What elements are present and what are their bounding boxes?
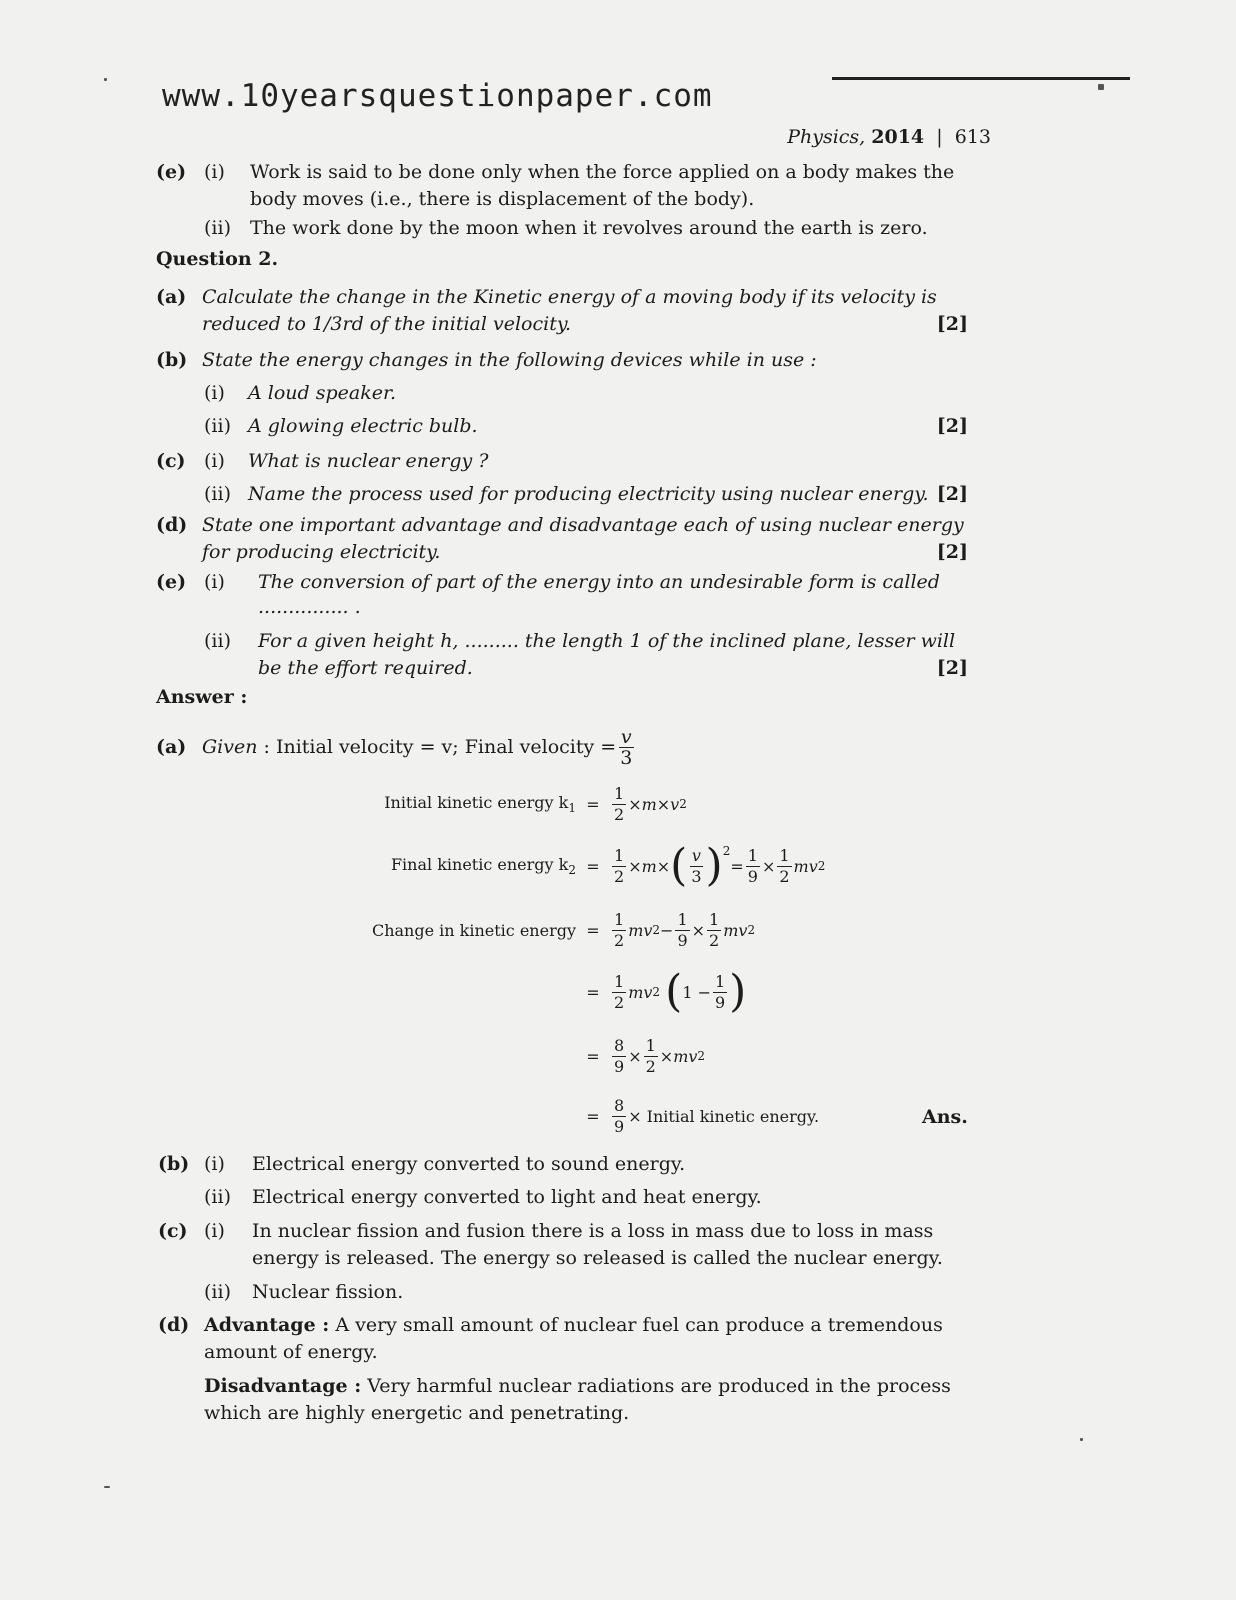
q-b-i-text: A loud speaker. <box>248 382 396 404</box>
q-b <box>156 346 968 442</box>
ans-a-label: (a) <box>156 736 187 758</box>
eq-row3-lhs: Change in kinetic energy <box>371 920 576 940</box>
ans-b-i-text: Electrical energy converted to sound energy. <box>252 1153 686 1175</box>
ans-a-final-fraction: $\frac{v}{3}$ <box>620 725 633 769</box>
ans-c <box>158 1217 970 1307</box>
q-e <box>156 568 968 684</box>
q-c-ii-num: (ii) <box>204 483 231 505</box>
ans-d-adv-line2: amount of energy. <box>204 1341 378 1363</box>
scan-speck <box>1080 1438 1083 1441</box>
q-e-i-line1: The conversion of part of the energy into an undesirable form is called <box>258 571 940 593</box>
q-a-line2: reduced to 1/3rd of the initial velocity. <box>202 313 572 335</box>
prev-e-i-num: (i) <box>204 161 225 183</box>
ans-a-given <box>156 722 756 772</box>
ans-c-i-line2: energy is released. The energy so released is called the nuclear energy. <box>252 1247 943 1269</box>
ans-b-ii-text: Electrical energy converted to light and heat energy. <box>252 1186 762 1208</box>
ans-d-dis-label: Disadvantage : <box>204 1375 362 1397</box>
prev-e <box>156 158 972 248</box>
scan-speck <box>104 1486 110 1488</box>
q-e-i-line2: ............... . <box>258 596 361 618</box>
q-d-marks: [2] <box>936 541 968 563</box>
ans-b <box>158 1150 970 1212</box>
q-d <box>156 511 968 569</box>
q-c-i-text: What is nuclear energy ? <box>248 450 489 472</box>
q-a <box>156 283 968 341</box>
q-e-ii-line1: For a given height h, ......... the length 1 of the inclined plane, lesser will <box>258 630 956 652</box>
ans-c-ii-text: Nuclear fission. <box>252 1281 404 1303</box>
ans-a-given-rest: : Initial velocity = v; Final velocity = <box>263 736 617 758</box>
ans-d-label: (d) <box>158 1314 190 1336</box>
prev-e-i-line1: Work is said to be done only when the force applied on a body makes the <box>250 161 955 183</box>
top-rule <box>832 77 1130 80</box>
q-a-label: (a) <box>156 286 187 308</box>
ans-c-ii-num: (ii) <box>204 1281 231 1303</box>
eq-row-change-ke: Change in kinetic energy = $\frac{1}{2}$ mv 2 − $\frac{1}{9}$ × $\frac{1}{2}$ mv 2 <box>330 904 1030 956</box>
q-c-marks: [2] <box>936 483 968 505</box>
ans-c-i-line1: In nuclear fission and fusion there is a loss in mass due to loss in mass <box>252 1220 934 1242</box>
eq-row-initial-ke: Initial kinetic energy $k_1$ = $\frac{1}{2}$ × m × v 2 <box>330 778 1030 830</box>
ans-b-i-num: (i) <box>204 1153 225 1175</box>
q-b-i-num: (i) <box>204 382 225 404</box>
eq-last-text: × Initial kinetic energy. <box>628 1106 820 1126</box>
prev-e-i-line2: body moves (i.e., there is displacement of the body). <box>250 188 755 210</box>
q-e-label: (e) <box>156 571 187 593</box>
eq-row-4: = $\frac{1}{2}$ mv 2 ( 1 − $\frac{1}{9}$ ) <box>586 966 747 1017</box>
answer-title: Answer : <box>156 686 248 708</box>
q-a-marks: [2] <box>936 313 968 335</box>
scan-speck <box>104 78 107 81</box>
q-e-i-num: (i) <box>204 571 225 593</box>
ans-d-dis-line1: Very harmful nuclear radiations are produced in the process <box>367 1375 951 1397</box>
ans-c-label: (c) <box>158 1220 188 1242</box>
q-c-label: (c) <box>156 450 186 472</box>
eq-row-final-ke: Final kinetic energy $k_2$ = $\frac{1}{2}$ × m × ( $\frac{v}{3}$ ) $^2$ = $\frac{1}{9}$ × $\frac{1}{2}$ mv 2 <box>330 840 1030 892</box>
header-subject: Physics, <box>787 126 866 148</box>
eq-row1-lhs: Initial kinetic energy $k_1$ <box>384 792 576 816</box>
header-sep: | <box>936 126 943 148</box>
q-b-ii-num: (ii) <box>204 415 231 437</box>
ans-d-adv-label: Advantage : <box>204 1314 330 1336</box>
ans-d-adv-line1: A very small amount of nuclear fuel can produce a tremendous <box>335 1314 943 1336</box>
ans-label: Ans. <box>922 1106 968 1128</box>
ans-d-dis-line2: which are highly energetic and penetrating. <box>204 1402 630 1424</box>
prev-e-ii-text: The work done by the moon when it revolves around the earth is zero. <box>250 217 928 239</box>
page-header <box>787 126 991 148</box>
ans-a-given-word: Given <box>202 736 258 758</box>
q-e-marks: [2] <box>936 657 968 679</box>
header-page: 613 <box>954 126 991 148</box>
question-title: Question 2. <box>156 248 279 270</box>
q-e-ii-num: (ii) <box>204 630 231 652</box>
site-watermark: www.10yearsquestionpaper.com <box>162 78 713 114</box>
eq-row-5: = $\frac{8}{9}$ × $\frac{1}{2}$ × mv 2 <box>586 1035 706 1076</box>
scan-speck <box>1098 84 1104 90</box>
prev-e-label: (e) <box>156 161 187 183</box>
prev-e-ii-num: (ii) <box>204 217 231 239</box>
q-b-line1: State the energy changes in the following devices while in use : <box>202 349 817 371</box>
q-e-ii-line2: be the effort required. <box>258 657 473 679</box>
q-d-label: (d) <box>156 514 188 536</box>
q-b-marks: [2] <box>936 415 968 437</box>
q-d-line2: for producing electricity. <box>202 541 441 563</box>
q-b-label: (b) <box>156 349 188 371</box>
q-c-ii-text: Name the process used for producing electricity using nuclear energy. <box>248 483 929 505</box>
ans-d <box>158 1311 970 1431</box>
ans-c-i-num: (i) <box>204 1220 225 1242</box>
header-year: 2014 <box>871 126 925 148</box>
q-c-i-num: (i) <box>204 450 225 472</box>
q-c <box>156 447 968 509</box>
eq-row-6: = $\frac{8}{9}$ × Initial kinetic energy. <box>586 1095 820 1136</box>
ans-b-ii-num: (ii) <box>204 1186 231 1208</box>
q-a-line1: Calculate the change in the Kinetic energy of a moving body if its velocity is <box>202 286 937 308</box>
q-d-line1: State one important advantage and disadvantage each of using nuclear energy <box>202 514 964 536</box>
eq-row2-lhs: Final kinetic energy $k_2$ <box>390 854 576 878</box>
ans-b-label: (b) <box>158 1153 190 1175</box>
q-b-ii-text: A glowing electric bulb. <box>248 415 478 437</box>
